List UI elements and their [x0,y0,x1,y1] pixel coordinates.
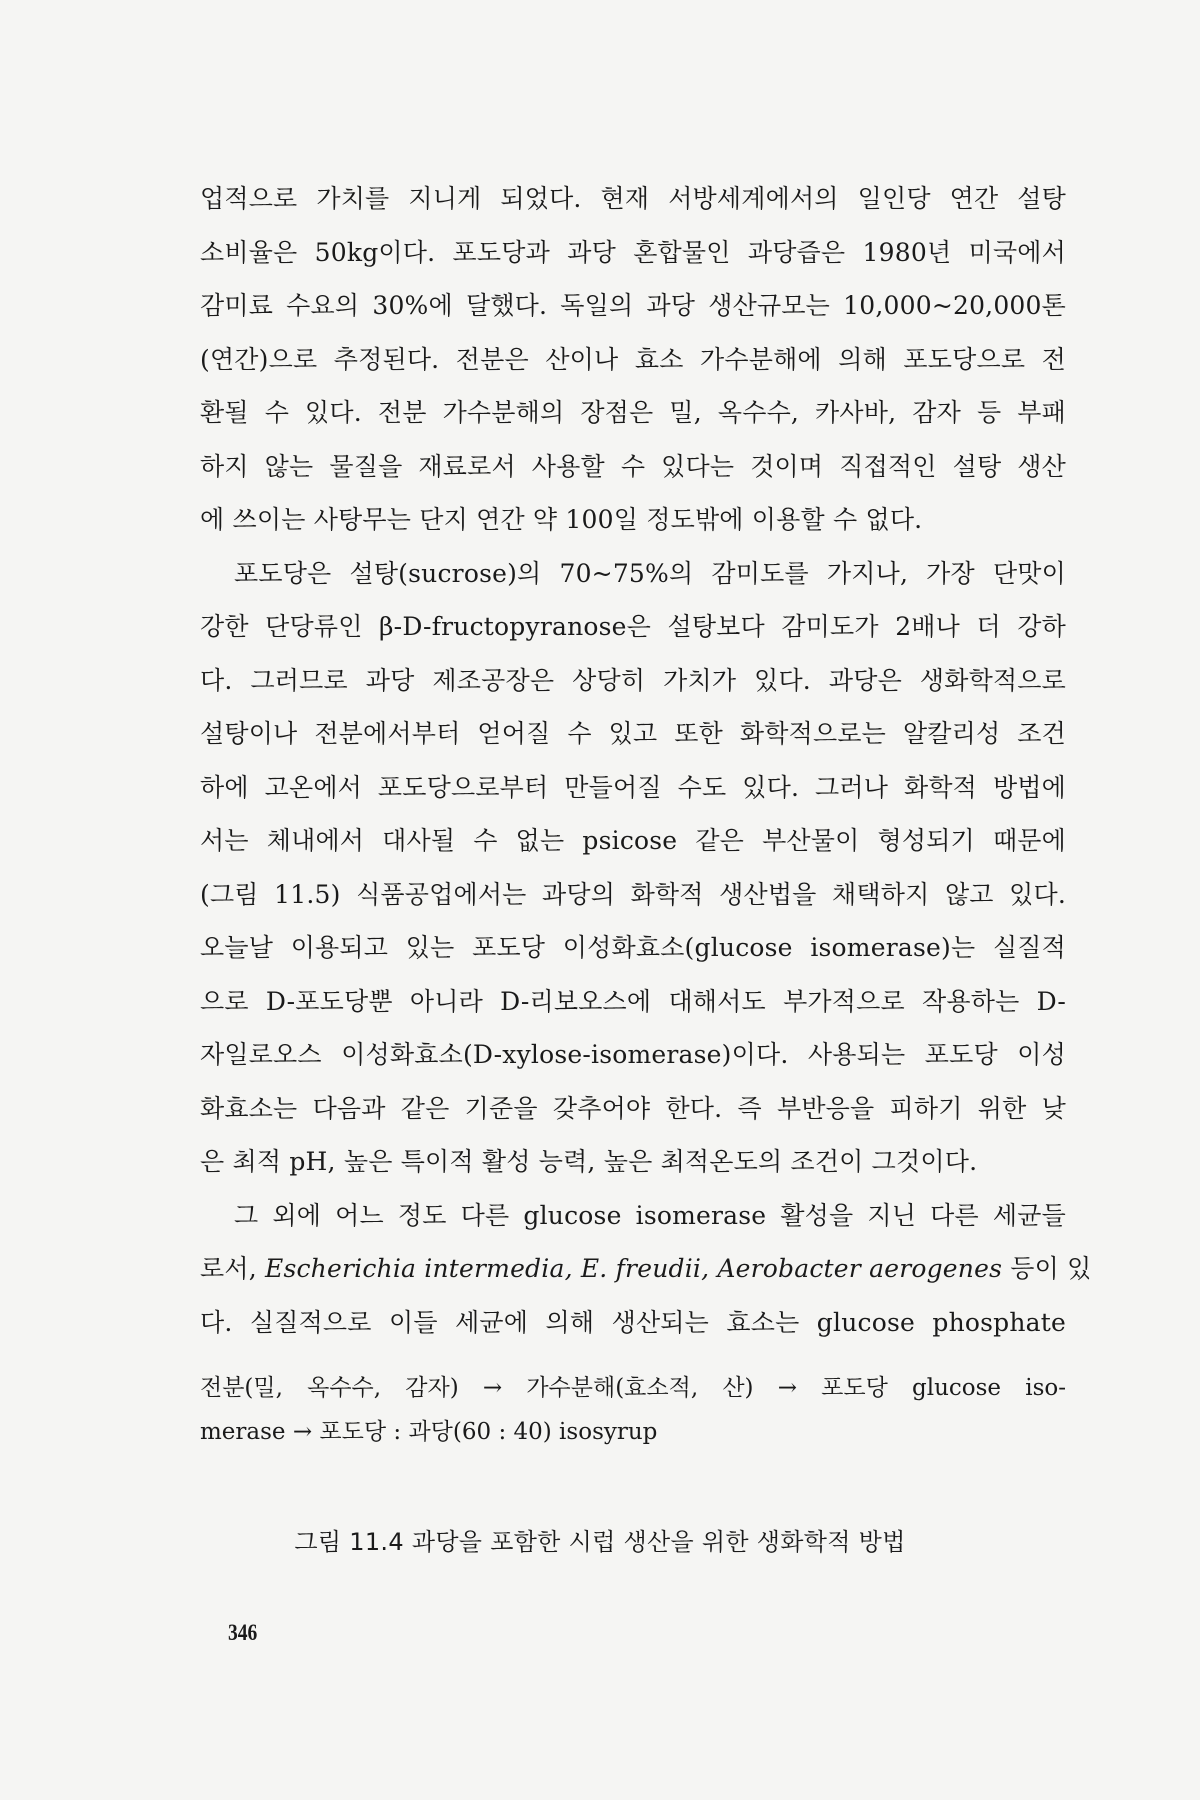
body-line: 화효소는 다음과 같은 기준을 갖추어야 한다. 즉 부반응을 피하기 위한 낮 [200,1093,1066,1123]
body-line: 환될 수 있다. 전분 가수분해의 장점은 밀, 옥수수, 카사바, 감자 등 부패 [200,398,1066,427]
body-line: 오늘날 이용되고 있는 포도당 이성화효소(glucose isomerase)는 실질적 [200,933,1066,962]
body-line: 다. 그러므로 과당 제조공장은 상당히 가치가 있다. 과당은 생화학적으로 [200,665,1066,695]
body-line: 은 최적 pH, 높은 특이적 활성 능력, 높은 최적온도의 조건이 그것이다. [200,1147,978,1176]
body-line: 그 외에 어느 정도 다른 glucose isomerase 활성을 지닌 다른 세균들 [234,1200,1066,1230]
reaction-scheme [200,1366,1066,1454]
body-line: 서는 체내에서 대사될 수 없는 psicose 같은 부산물이 형성되기 때문에 [200,826,1066,855]
species-names: Escherichia intermedia, E. freudii, Aerobacter aerogenes [265,1254,1003,1283]
body-line: 다. 실질적으로 이들 세균에 의해 생산되는 효소는 glucose phosphate [200,1307,1066,1337]
page-number: 346 [228,1620,258,1645]
scheme-line: 전분(밀, 옥수수, 감자) → 가수분해(효소적, 산) → 포도당 glucose iso- [200,1375,1066,1401]
body-line: 감미료 수요의 30%에 달했다. 독일의 과당 생산규모는 10,000~20,000톤 [200,291,1066,320]
body-line-post: 등이 있 [1002,1254,1092,1283]
body-line-species [200,1242,1092,1296]
body-line: 하에 고온에서 포도당으로부터 만들어질 수도 있다. 그러나 화학적 방법에 [200,772,1066,802]
body-line: 에 쓰이는 사탕무는 단지 연간 약 100일 정도밖에 이용할 수 없다. [200,505,923,534]
body-line: 자일로오스 이성화효소(D-xylose-isomerase)이다. 사용되는 포도당 이성 [200,1040,1066,1069]
scheme-line: merase → 포도당 : 과당(60 : 40) isosyrup [200,1419,658,1445]
body-text [200,172,1092,1349]
body-line: 강한 단당류인 β-D-fructopyranose은 설탕보다 감미도가 2배나 더 강하 [200,612,1066,641]
body-line: 하지 않는 물질을 재료로서 사용할 수 있다는 것이며 직접적인 설탕 생산 [200,451,1066,481]
body-line: 포도당은 설탕(sucrose)의 70~75%의 감미도를 가지나, 가장 단맛이 [234,558,1066,588]
body-line: 설탕이나 전분에서부터 얻어질 수 있고 또한 화학적으로는 알칼리성 조건 [200,719,1066,748]
figure-caption: 그림 11.4 과당을 포함한 시럽 생산을 위한 생화학적 방법 [294,1528,906,1556]
body-line: (연간)으로 추정된다. 전분은 산이나 효소 가수분해에 의해 포도당으로 전 [200,344,1066,374]
body-line: 으로 D-포도당뿐 아니라 D-리보오스에 대해서도 부가적으로 작용하는 D- [200,986,1066,1016]
body-line: 소비율은 50kg이다. 포도당과 과당 혼합물인 과당즙은 1980년 미국에서 [200,237,1066,267]
body-line-pre: 로서, [200,1254,265,1283]
body-line: (그림 11.5) 식품공업에서는 과당의 화학적 생산법을 채택하지 않고 있다. [200,879,1066,909]
body-line: 업적으로 가치를 지니게 되었다. 현재 서방세계에서의 일인당 연간 설탕 [200,184,1066,213]
